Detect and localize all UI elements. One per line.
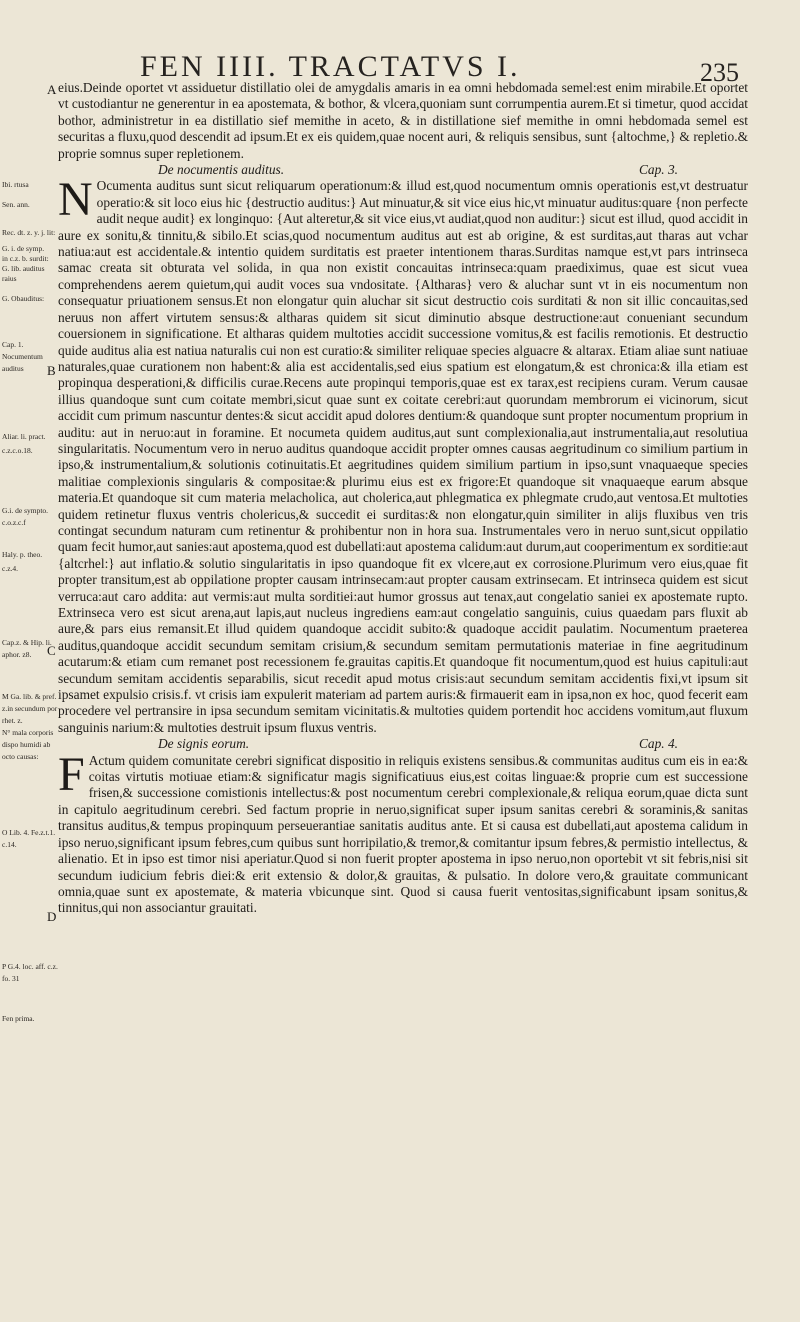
margin-note: P G.4. loc. aff. c.z. xyxy=(2,962,58,971)
margin-note: aphor. z8. xyxy=(2,650,32,659)
margin-note: G. Obauditus: xyxy=(2,294,45,303)
margin-note: Fen prima. xyxy=(2,1014,35,1023)
margin-note: c.14. xyxy=(2,840,17,849)
margin-note: c.z.c.o.18. xyxy=(2,446,33,455)
margin-note: Haly. p. theo. xyxy=(2,550,43,559)
page-number: 235 xyxy=(700,58,739,87)
drop-capital: N xyxy=(58,173,93,227)
chapter-number: Cap. 3. xyxy=(638,162,678,178)
paragraph-text: Actum quidem comunitate cerebri significat dispositio in reliquis existens sensibus.& communitas auditus cum eis in ea:& coitas virtutis motiuae etiam:& significatur magis significatiuus eius,est coitas linguae:& proprie cum est successione frisen,& successione comistionis intellectus:& post nocumentum cerebri complexionale,& reliqua eorum,quae dicta sunt in capitulo aegritudinum cerebri. Sed factum proprie in neruo,significat super ipsum sanitas cerebri & soraminis,& sanitas transitus auditus,& tempus propinquum perseuerantiae sanitatis auditus ante. Et si causa est dubellati,aut apostema calidum in ipso neruo,significant ipsum febres,cum quibus sunt horripilatio,& tremor,& comitantur ipsum febres,& permistio intellectus, & alienatio. Et in ipso est timor nisi aperiatur.Quod si non fuerit propter apostema in ipso neruo,non oportebit vt sit febris,nisi sit secundum iudicium febris diei:& erit extensio & dolor,& grauitas, & pulsatio. In dolore vero,& grauitate communicant omnia,quae sunt ex apostemate, & materia vbicunque sint. Quod si causa fuerit ventositas,significabunt ipsam sonitus,& tinnitus,qui non associantur grauitati. xyxy=(58,752,748,916)
section-heading-cap-3 xyxy=(58,162,748,178)
margin-note: Ibi. rtusa xyxy=(2,180,29,189)
margin-note: G. lib. auditus xyxy=(2,264,45,273)
drop-capital: F xyxy=(58,747,85,801)
section-letter: C xyxy=(47,643,56,658)
margin-note: O Lib. 4. Fe.z.t.1. xyxy=(2,828,56,837)
section-title: De signis eorum. xyxy=(158,736,250,752)
margin-note: rhet. z. xyxy=(2,716,23,725)
section-letter: D xyxy=(47,909,57,924)
paragraph-signa xyxy=(58,747,748,917)
margin-note: c.z.4. xyxy=(2,564,19,573)
chapter-number: Cap. 4. xyxy=(638,736,678,752)
paragraph-nocumenta xyxy=(58,173,748,736)
margin-note: raius xyxy=(2,274,17,283)
margin-note: Cap. 1. xyxy=(2,340,24,349)
margin-note: Aliar. li. pract. xyxy=(2,432,46,441)
margin-note: N° mala corporis xyxy=(2,728,54,737)
margin-note: Rec. dt. z. y. j. lit: xyxy=(2,228,56,237)
margin-note: G. i. de symp. xyxy=(2,244,45,253)
margin-note: auditus xyxy=(2,364,24,373)
margin-note: c.o.z.c.f xyxy=(2,518,26,527)
section-title: De nocumentis auditus. xyxy=(158,162,285,178)
margin-note: Sen. ann. xyxy=(2,200,30,209)
section-letter: B xyxy=(47,363,56,378)
margin-note: M Ga. lib. & pref. xyxy=(2,692,57,701)
margin-note: in c.z. b. surdit: xyxy=(2,254,49,263)
section-heading-cap-4 xyxy=(58,736,748,752)
margin-note: dispo humidi ab xyxy=(2,740,51,749)
margin-note: octo causas: xyxy=(2,752,39,761)
margin-note: fo. 31 xyxy=(2,974,20,983)
page-bottom-margin xyxy=(0,1290,800,1322)
paragraph-text: Ocumenta auditus sunt sicut reliquarum operationum:& illud est,quod nocumentum omnis operationis est,vt destruatur operatio:& sit loco eius hic {destructio auditus:} Aut minuatur,& sit vice eius hic,vt minuatur auditus:quare {non perfecte audit neque audit} ex longinquo: {Aut alteretur,& sit vice eius,vt audiat,quod non auditur:} sicut est illud, quod accidit in aure ex sonitu,& tinnitu,& sibilo.Et scias,quod nocumentum auditus aut est ab origine, & est surditas,aut tharas aut vchar natiua:aut est accidentale.& intentio quidem surditatis est praeter intentionem tharas.Surditas namque est,vt pars intrinseca samac creata sit obturata vel solida, in qua non existit concauitas intrinseca:quam praediximus, quae est sicut vuea comprehendens aerem quietum,qui audit voces sua vndositate. {Altharas} vero & aluchar sunt vt in eis nocumentum non consequatur priuationem sensus.Et non elongatur quin aluchar sit sicut destructio cois surditati & non sit illic concauitas,sed neruus non affert virtutem sensus:& altharas quidem sit sicut diminutio absque destructione:aut conueniant secundum couersionem in significatione. Et altharas quidem multoties accidit successione vomitus,& est facilis remotionis. Et destructio quide auditus alia est natiua naturalis cui non est curatio:& similiter reliquae species alguacre & altarax. Etiam aliae sunt natiuae naturales,quae curationem non habent:& alia est accidentalis,sed eius spatium est elongatum,& est chronica:& illa etiam est propinqua desperationi,& difficilis curae.Recens aute propinqui temporis,quae est ex tarax,est recipiens curam. Verum causae illius quandoque sunt cum coitate membri,sicut quae sunt ex coitate cerebri:aut quorundam membrorum ei vicinorum, sicut accidit cum primum nascuntur dentes:& sicut accidit apud dolores dentium:& quandoque sunt propter nocumentum proprium in auditu: aut in neruo:aut in foramine. Et nocumeta quidem auditus,aut sunt complexionalia,aut instrumentalia,aut resolutiua singularitatis. Nocumentum vero in neruo auditus quandoque accidit propter omnes causas aegritudinum co similium partium in ipso,& instrumentalium,& solutionis cotinuitatis.Et aegritudines quidem similium partium in ipso,sunt vnaquaeque species malitiae complexionis singularis & compositae:& plurimu eius est ex frigore:Et quandoque sit vnaquaeque earum absque materia.Et quandoque sit cum materia melacholica, aut cholerica,aut phlegmatica ex phlegmate crudo,aut ventosa.Et multoties quidem retinetur fluxus ventris cholericus,& succedit ei surditas:& non elongatur,quin similiter in alijs fluxibus ven tris contingat secundum naturam cum retinentur & prohibentur non in hora sua. Instrumentales vero in neruo sunt,sicut oppilatio quam fecit humor,aut sanies:aut apostema,quod est dubellati:aut apostema calidum:aut durum,aut cooperimentum ex sorditie:aut {altcrhel:} aut inflatio.& solutio singularitatis in ipso quandoque fit ex vlcere,aut ex corrosione.Plurimum vero eius,quae fit propter transitum,est ab oppilatione propter causam intrinsecam:aut propter causam extrinsecam. Et intrinseca quidem est sicut verruca:aut caro addita: aut vermis:aut multa sorditiei:aut humor grossus aut tenax,aut congelatio saniei ex apostemate rupto. Extrinseca vero est sicut arena,aut lapis,aut nucleus ingrediens eam:aut congelatio sanguinis, cuius quaedam pars fluxit ab aure,& pars eius remansit.Et illud quidem quandoque accidit subito:& quadoque accidit paulatim. Nocumentum praeterea auditus,quandoque accidit secundum semitam crisium,& secundum semitam permutationis materiae in fine aegritudinum acutarum:& etiam cum remanet post recessionem fe.grauitas capitis.Et quandoque fit nocumentum,quod est huius capituli:aut secundum semitam accidentis separabilis, sicut recedit apud motus crisis:aut secundum semitam accidentis fixi,vt ipsum sit ipsamet expulsio crisis.f. vt crisis iam expulerit materiam ad partem auris:& firmauerit eam in ipsa,non ex hoc, quod fecerit eam procedere vel pertransire in ipsa secundum semitam vicinitatis.& multoties quidem portendit hoc accidens vomitum,aut fluxum sanguinis narium:& multoties destruit ipsum fluxus ventris. xyxy=(58,178,748,735)
main-text xyxy=(58,80,748,917)
paragraph-intro: eius.Deinde oportet vt assiduetur distillatio olei de amygdalis amaris in ea omni hebdomada semel:est enim mirabile.Et oportet vt custodiantur ne generentur in ea apostemata, & bothor, & vlcera,quoniam sunt corrumpentia aurem.Et si timetur, quod accidat bothor, administretur in ea distillatio sief memithe in aceto, & in distillatione sief memithe in omni hebdomada semel est securitas a fluxu,quod descendit ad ipsum.Et ex eis quidem,quae nocent auri, & reliquis sensibus, sunt {altochme,} & repletio.& proprie somnus super repletionem. xyxy=(58,80,748,161)
running-title: FEN IIII. TRACTATVS I. xyxy=(140,50,521,83)
margin-note: Cap.z. & Hip. li. xyxy=(2,638,52,647)
margin-note: z.in secundum por xyxy=(2,704,58,713)
margin-note: Nocumentum xyxy=(2,352,43,361)
section-letter: A xyxy=(47,82,57,97)
margin-note: G.i. de sympto. xyxy=(2,506,49,515)
